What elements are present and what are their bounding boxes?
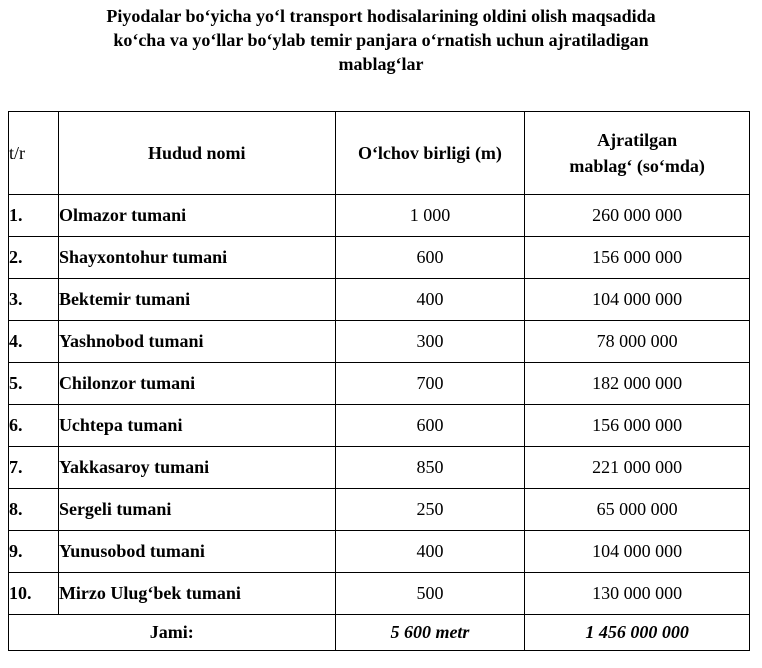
- region-name: Shayxontohur tumani: [58, 237, 335, 279]
- header-allocated-amount: [525, 112, 750, 195]
- measure-value: 600: [335, 405, 525, 447]
- amount-value: 130 000 000: [525, 573, 750, 615]
- table-header-row: [9, 112, 750, 195]
- amount-value: 78 000 000: [525, 321, 750, 363]
- measure-value: 500: [335, 573, 525, 615]
- document-title: [0, 4, 762, 76]
- total-row: [9, 615, 750, 651]
- region-name: Yashnobod tumani: [58, 321, 335, 363]
- measure-value: 300: [335, 321, 525, 363]
- amount-value: 104 000 000: [525, 279, 750, 321]
- row-number: 10.: [9, 573, 59, 615]
- amount-value: 156 000 000: [525, 237, 750, 279]
- measure-value: 700: [335, 363, 525, 405]
- amount-value: 221 000 000: [525, 447, 750, 489]
- row-number: 4.: [9, 321, 59, 363]
- row-number: 5.: [9, 363, 59, 405]
- table-row: [9, 279, 750, 321]
- table-row: [9, 363, 750, 405]
- row-number: 3.: [9, 279, 59, 321]
- measure-value: 400: [335, 279, 525, 321]
- table-row: [9, 195, 750, 237]
- region-name: Sergeli tumani: [58, 489, 335, 531]
- row-number: 1.: [9, 195, 59, 237]
- table-row: [9, 321, 750, 363]
- region-name: Chilonzor tumani: [58, 363, 335, 405]
- table-row: [9, 489, 750, 531]
- total-measure: 5 600 metr: [335, 615, 525, 651]
- amount-value: 182 000 000: [525, 363, 750, 405]
- title-line-3: mablag‘lar: [338, 54, 424, 74]
- row-number: 2.: [9, 237, 59, 279]
- measure-value: 400: [335, 531, 525, 573]
- table-row: [9, 447, 750, 489]
- table-row: [9, 531, 750, 573]
- row-number: 6.: [9, 405, 59, 447]
- measure-value: 850: [335, 447, 525, 489]
- region-name: Olmazor tumani: [58, 195, 335, 237]
- title-line-2: ko‘cha va yo‘llar bo‘ylab temir panjara o‘rnatish uchun ajratiladigan: [113, 30, 649, 50]
- row-number: 8.: [9, 489, 59, 531]
- amount-value: 104 000 000: [525, 531, 750, 573]
- amount-value: 260 000 000: [525, 195, 750, 237]
- region-name: Yunusobod tumani: [58, 531, 335, 573]
- measure-value: 600: [335, 237, 525, 279]
- region-name: Bektemir tumani: [58, 279, 335, 321]
- region-name: Yakkasaroy tumani: [58, 447, 335, 489]
- header-region-name: Hudud nomi: [58, 112, 335, 195]
- title-line-1: Piyodalar bo‘yicha yo‘l transport hodisalarining oldini olish maqsadida: [106, 6, 656, 26]
- amount-value: 156 000 000: [525, 405, 750, 447]
- table-row: [9, 405, 750, 447]
- header-amount-line-2: mablag‘ (so‘mda): [569, 156, 705, 176]
- region-name: Uchtepa tumani: [58, 405, 335, 447]
- row-number: 9.: [9, 531, 59, 573]
- table-row: [9, 573, 750, 615]
- header-amount-line-1: Ajratilgan: [597, 130, 678, 150]
- row-number: 7.: [9, 447, 59, 489]
- measure-value: 1 000: [335, 195, 525, 237]
- amount-value: 65 000 000: [525, 489, 750, 531]
- total-label: Jami:: [9, 615, 336, 651]
- header-number: t/r: [9, 112, 59, 195]
- table-row: [9, 237, 750, 279]
- header-measure-unit: O‘lchov birligi (m): [335, 112, 525, 195]
- region-name: Mirzo Ulug‘bek tumani: [58, 573, 335, 615]
- allocation-table: [8, 111, 750, 651]
- total-amount: 1 456 000 000: [525, 615, 750, 651]
- measure-value: 250: [335, 489, 525, 531]
